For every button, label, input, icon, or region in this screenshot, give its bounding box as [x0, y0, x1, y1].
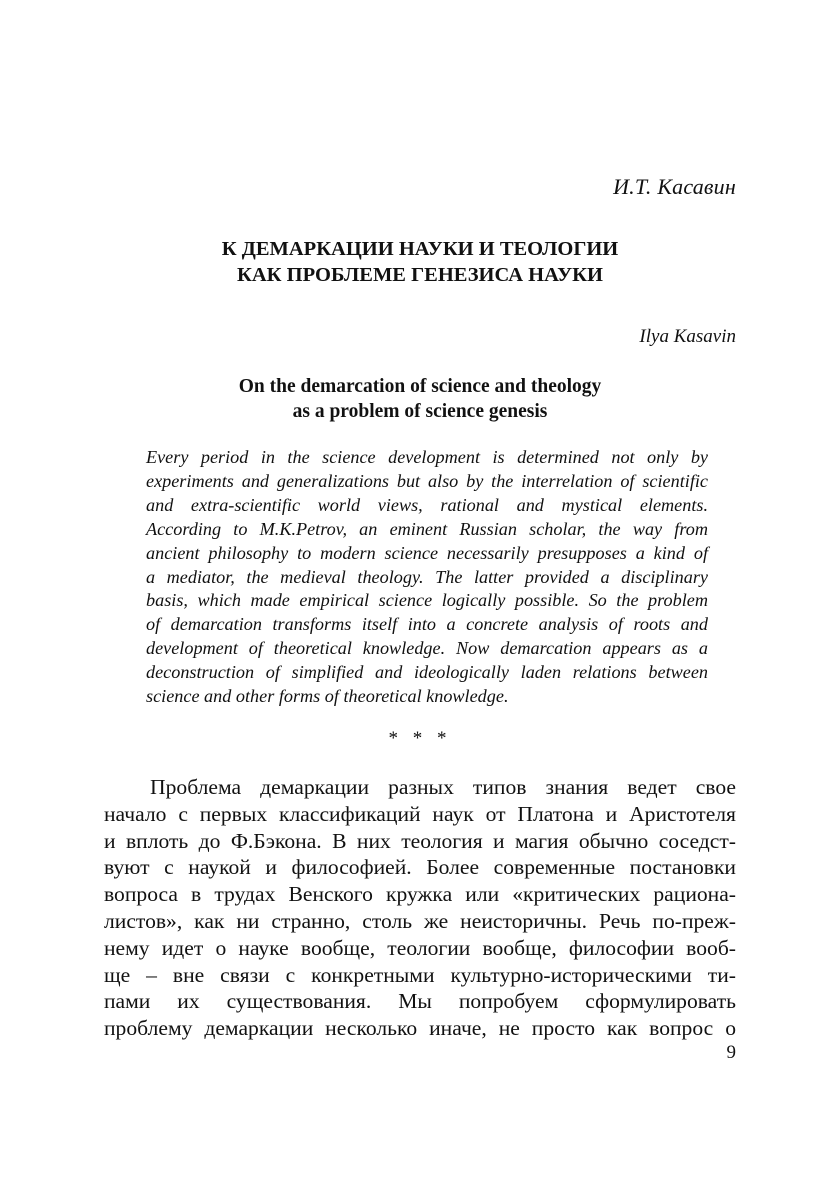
- body-line: Проблема демаркации разных типов знания ведет свое: [150, 775, 736, 799]
- author-name-english: Ilya Kasavin: [639, 326, 736, 347]
- abstract: [146, 446, 708, 709]
- section-separator: * * *: [388, 728, 452, 749]
- title-ru-line: К ДЕМАРКАЦИИ НАУКИ И ТЕОЛОГИИ: [221, 238, 619, 260]
- abstract-line: development of theoretical knowledge. Now demarcation appears as a: [146, 638, 708, 659]
- abstract-line: ancient philosophy to modern science necessarily presupposes a kind of: [146, 542, 708, 563]
- article-title-russian: [104, 236, 736, 288]
- title-en-line: On the demarcation of science and theology: [238, 376, 602, 397]
- article-title-english: [104, 374, 736, 424]
- abstract-line: experiments and generalizations but also by the interrelation of scientific: [146, 470, 708, 491]
- abstract-line: of demarcation transforms itself into a concrete analysis of roots and: [146, 614, 708, 635]
- body-line: проблему демаркации несколько иначе, не просто как вопрос о: [104, 1016, 736, 1041]
- body-line: и вплоть до Ф.Бэкона. В них теология и магия обычно соседст-: [104, 828, 736, 853]
- abstract-line: a mediator, the medieval theology. The latter provided a disciplinary: [146, 566, 708, 587]
- abstract-line: Every period in the science development is determined not only by: [146, 447, 708, 467]
- body-line: начало с первых классификаций наук от Платона и Аристотеля: [104, 801, 736, 826]
- body-line: пами их существования. Мы попробуем сформулировать: [104, 989, 736, 1014]
- body-paragraph: [104, 774, 736, 1042]
- title-ru-line: КАК ПРОБЛЕМЕ ГЕНЕЗИСА НАУКИ: [237, 264, 603, 286]
- abstract-line: basis, which made empirical science logically possible. So the problem: [146, 590, 708, 611]
- body-line: вуют с наукой и философией. Более современные постановки: [104, 855, 736, 880]
- body-line: нему идет о науке вообще, теологии вообще, философии вооб-: [104, 935, 736, 960]
- abstract-line: and extra-scientific world views, rational and mystical elements.: [146, 494, 708, 515]
- body-line: листов», как ни странно, столь же неисторичны. Речь по-преж-: [104, 908, 736, 933]
- abstract-line: science and other forms of theoretical knowledge.: [146, 686, 509, 707]
- author-name-russian: И.Т. Касавин: [613, 174, 736, 199]
- page-number: 9: [726, 1042, 736, 1063]
- body-line: ще – вне связи с конкретными культурно-историческими ти-: [104, 962, 736, 987]
- abstract-line: According to M.K.Petrov, an eminent Russian scholar, the way from: [146, 518, 708, 539]
- title-en-line: as a problem of science genesis: [292, 401, 548, 422]
- abstract-line: deconstruction of simplified and ideologically laden relations between: [146, 662, 708, 683]
- body-line: вопроса в трудах Венского кружка или «критических рациона-: [104, 882, 736, 907]
